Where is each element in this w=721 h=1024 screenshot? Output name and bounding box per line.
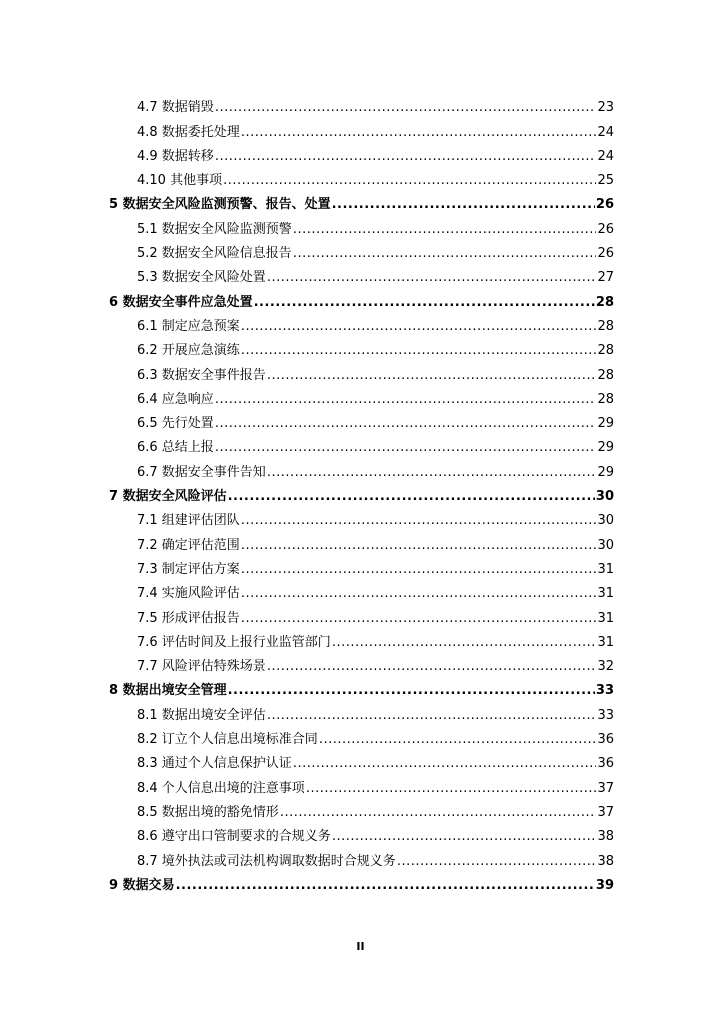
toc-entry-label: 8.6 遵守出口管制要求的合规义务 — [137, 829, 331, 845]
toc-entry-label: 5.1 数据安全风险监测预警 — [137, 221, 292, 237]
toc-dot-leader — [254, 295, 595, 311]
toc-dot-leader — [280, 805, 597, 821]
toc-section-entry[interactable] — [109, 772, 614, 796]
toc-dot-leader — [215, 416, 597, 432]
toc-entry-label: 8.1 数据出境安全评估 — [137, 707, 266, 723]
toc-entry-page-number: 29 — [597, 416, 614, 432]
toc-entry-label: 7.4 实施风险评估 — [137, 586, 240, 602]
toc-dot-leader — [241, 611, 597, 627]
toc-entry-label: 4.9 数据转移 — [137, 148, 214, 164]
toc-entry-label: 8.2 订立个人信息出境标准合同 — [137, 732, 318, 748]
toc-entry-page-number: 28 — [597, 343, 614, 359]
toc-entry-label: 8 数据出境安全管理 — [109, 683, 227, 699]
toc-entry-page-number: 23 — [597, 100, 614, 116]
page-number-footer: II — [356, 940, 365, 953]
toc-dot-leader — [267, 708, 597, 724]
toc-entry-page-number: 38 — [597, 853, 614, 869]
toc-entry-label: 7.1 组建评估团队 — [137, 513, 240, 529]
toc-dot-leader — [241, 538, 597, 554]
toc-entry-label: 7.5 形成评估报告 — [137, 610, 240, 626]
toc-dot-leader — [241, 562, 597, 578]
toc-entry-label: 6.1 制定应急预案 — [137, 318, 240, 334]
toc-section-entry[interactable] — [109, 602, 614, 626]
toc-entry-page-number: 24 — [597, 124, 614, 140]
toc-dot-leader — [267, 270, 597, 286]
toc-section-entry[interactable] — [109, 699, 614, 723]
toc-entry-page-number: 31 — [597, 610, 614, 626]
toc-dot-leader — [397, 854, 597, 870]
toc-dot-leader — [332, 197, 595, 213]
toc-section-entry[interactable] — [109, 456, 614, 480]
toc-entry-page-number: 31 — [597, 586, 614, 602]
toc-section-entry[interactable] — [109, 578, 614, 602]
toc-entry-page-number: 26 — [597, 221, 614, 237]
toc-dot-leader — [267, 659, 597, 675]
toc-entry-label: 6.3 数据安全事件报告 — [137, 367, 266, 383]
toc-entry-label: 7 数据安全风险评估 — [109, 489, 227, 505]
toc-dot-leader — [215, 100, 597, 116]
toc-entry-page-number: 37 — [597, 804, 614, 820]
toc-section-entry[interactable] — [109, 748, 614, 772]
toc-entry-label: 6.6 总结上报 — [137, 440, 214, 456]
toc-entry-label: 6.2 开展应急演练 — [137, 343, 240, 359]
toc-section-entry[interactable] — [109, 238, 614, 262]
toc-dot-leader — [228, 683, 595, 699]
toc-entry-label: 4.8 数据委托处理 — [137, 124, 240, 140]
toc-chapter-entry[interactable] — [109, 481, 614, 505]
toc-entry-label: 6.5 先行处置 — [137, 416, 214, 432]
toc-entry-label: 6.7 数据安全事件告知 — [137, 464, 266, 480]
toc-dot-leader — [241, 513, 597, 529]
toc-section-entry[interactable] — [109, 359, 614, 383]
toc-entry-label: 7.6 评估时间及上报行业监管部门 — [137, 634, 331, 650]
table-of-contents — [109, 92, 614, 894]
toc-entry-label: 8.3 通过个人信息保护认证 — [137, 756, 292, 772]
toc-chapter-entry[interactable] — [109, 286, 614, 310]
toc-section-entry[interactable] — [109, 651, 614, 675]
toc-entry-page-number: 36 — [597, 732, 614, 748]
toc-section-entry[interactable] — [109, 505, 614, 529]
toc-dot-leader — [293, 246, 597, 262]
toc-dot-leader — [215, 392, 597, 408]
toc-section-entry[interactable] — [109, 432, 614, 456]
toc-entry-page-number: 28 — [595, 294, 614, 310]
toc-section-entry[interactable] — [109, 384, 614, 408]
toc-section-entry[interactable] — [109, 165, 614, 189]
toc-entry-label: 6 数据安全事件应急处置 — [109, 294, 253, 310]
toc-entry-page-number: 32 — [597, 659, 614, 675]
toc-section-entry[interactable] — [109, 845, 614, 869]
toc-dot-leader — [215, 440, 597, 456]
toc-section-entry[interactable] — [109, 821, 614, 845]
toc-dot-leader — [223, 173, 596, 189]
toc-dot-leader — [319, 732, 597, 748]
toc-dot-leader — [176, 878, 595, 894]
toc-dot-leader — [306, 781, 597, 797]
toc-section-entry[interactable] — [109, 408, 614, 432]
toc-section-entry[interactable] — [109, 311, 614, 335]
toc-entry-page-number: 39 — [595, 877, 614, 893]
toc-entry-label: 7.3 制定评估方案 — [137, 561, 240, 577]
toc-entry-label: 5.2 数据安全风险信息报告 — [137, 246, 292, 262]
toc-entry-page-number: 28 — [597, 391, 614, 407]
toc-dot-leader — [267, 465, 597, 481]
toc-section-entry[interactable] — [109, 92, 614, 116]
toc-entry-label: 4.7 数据销毁 — [137, 100, 214, 116]
toc-entry-label: 7.2 确定评估范围 — [137, 537, 240, 553]
toc-dot-leader — [332, 635, 597, 651]
toc-entry-label: 7.7 风险评估特殊场景 — [137, 659, 266, 675]
toc-entry-label: 8.5 数据出境的豁免情形 — [137, 804, 279, 820]
toc-section-entry[interactable] — [109, 554, 614, 578]
toc-section-entry[interactable] — [109, 141, 614, 165]
toc-section-entry[interactable] — [109, 335, 614, 359]
toc-entry-page-number: 24 — [597, 148, 614, 164]
toc-entry-page-number: 25 — [597, 173, 614, 189]
toc-dot-leader — [332, 829, 597, 845]
toc-entry-page-number: 28 — [597, 367, 614, 383]
toc-dot-leader — [267, 368, 597, 384]
toc-section-entry[interactable] — [109, 797, 614, 821]
toc-entry-label: 4.10 其他事项 — [137, 173, 223, 189]
toc-dot-leader — [241, 125, 597, 141]
toc-dot-leader — [241, 319, 597, 335]
toc-entry-page-number: 29 — [597, 464, 614, 480]
toc-dot-leader — [293, 756, 597, 772]
toc-dot-leader — [228, 489, 595, 505]
toc-entry-label: 8.7 境外执法或司法机构调取数据时合规义务 — [137, 853, 396, 869]
toc-entry-label: 9 数据交易 — [109, 877, 175, 893]
toc-entry-page-number: 36 — [597, 756, 614, 772]
toc-dot-leader — [241, 586, 597, 602]
toc-entry-page-number: 38 — [597, 829, 614, 845]
toc-section-entry[interactable] — [109, 213, 614, 237]
toc-entry-page-number: 30 — [597, 513, 614, 529]
toc-entry-page-number: 26 — [595, 197, 614, 213]
toc-section-entry[interactable] — [109, 724, 614, 748]
toc-section-entry[interactable] — [109, 529, 614, 553]
toc-section-entry[interactable] — [109, 116, 614, 140]
toc-entry-page-number: 29 — [597, 440, 614, 456]
toc-dot-leader — [241, 343, 597, 359]
toc-entry-label: 6.4 应急响应 — [137, 391, 214, 407]
toc-chapter-entry[interactable] — [109, 870, 614, 894]
toc-entry-page-number: 26 — [597, 246, 614, 262]
toc-entry-label: 5.3 数据安全风险处置 — [137, 270, 266, 286]
toc-entry-page-number: 37 — [597, 780, 614, 796]
toc-entry-page-number: 31 — [597, 561, 614, 577]
toc-dot-leader — [215, 149, 597, 165]
toc-dot-leader — [293, 222, 597, 238]
toc-chapter-entry[interactable] — [109, 189, 614, 213]
toc-section-entry[interactable] — [109, 627, 614, 651]
toc-entry-page-number: 30 — [595, 489, 614, 505]
toc-section-entry[interactable] — [109, 262, 614, 286]
toc-entry-page-number: 27 — [597, 270, 614, 286]
toc-chapter-entry[interactable] — [109, 675, 614, 699]
toc-entry-page-number: 28 — [597, 318, 614, 334]
toc-entry-page-number: 31 — [597, 634, 614, 650]
toc-entry-page-number: 33 — [597, 707, 614, 723]
toc-entry-page-number: 30 — [597, 537, 614, 553]
toc-entry-page-number: 33 — [595, 683, 614, 699]
toc-entry-label: 5 数据安全风险监测预警、报告、处置 — [109, 197, 331, 213]
toc-entry-label: 8.4 个人信息出境的注意事项 — [137, 780, 305, 796]
